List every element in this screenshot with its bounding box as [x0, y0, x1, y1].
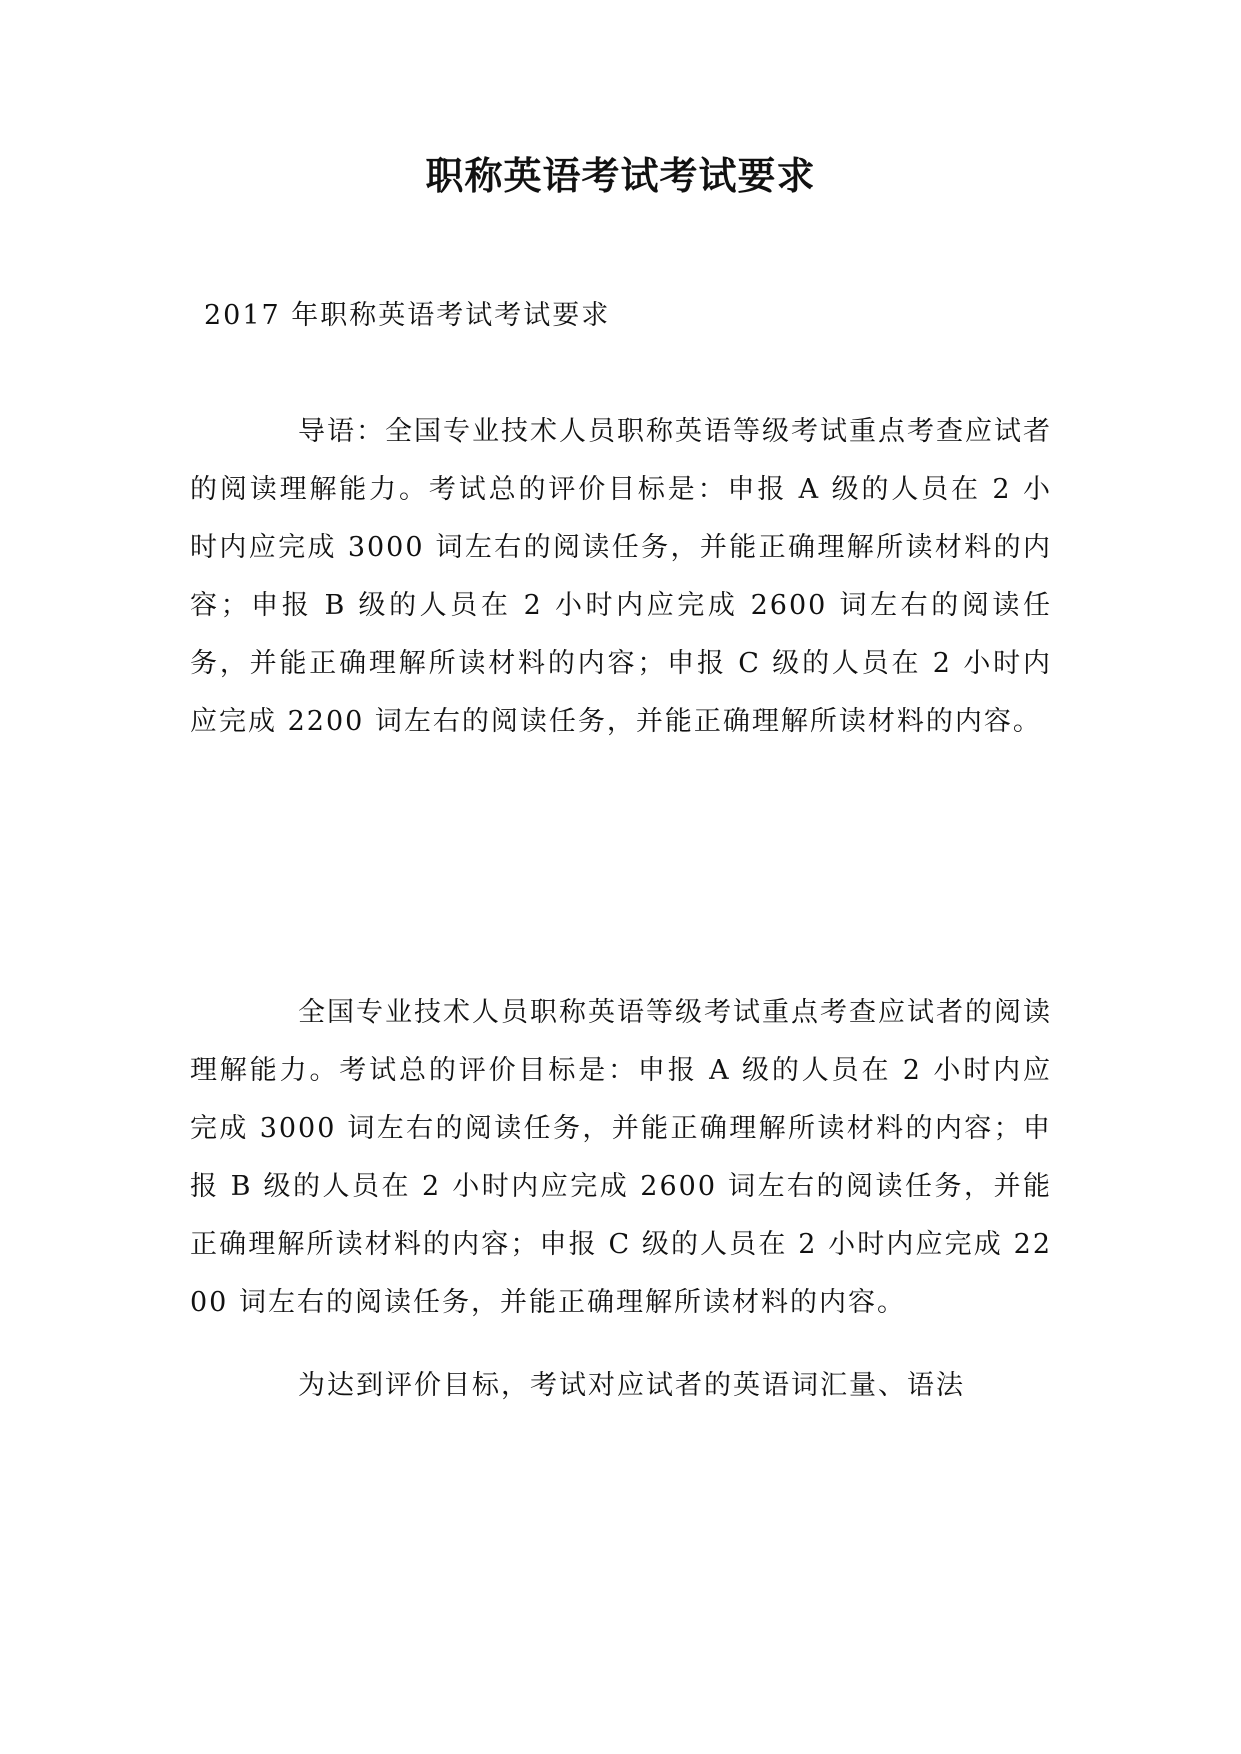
- document-subtitle: 2017 年职称英语考试考试要求: [204, 300, 611, 331]
- paragraph-body: 全国专业技术人员职称英语等级考试重点考查应试者的阅读理解能力。考试总的评价目标是：申报 A 级的人员在 2 小时内应完成 3000 词左右的阅读任务，并能正确理解所读材料的内容；申报 B 级的人员在 2 小时内应完成 2600 词左右的阅读任务，并能正确理解所读材料的内容；申报 C 级的人员在 2 小时内应完成 2200 词左右的阅读任务，并能正确理解所读材料的内容。: [190, 997, 1052, 1318]
- document-title: 职称英语考试考试要求: [425, 153, 816, 198]
- paragraph-intro: 导语：全国专业技术人员职称英语等级考试重点考查应试者的阅读理解能力。考试总的评价目标是：申报 A 级的人员在 2 小时内应完成 3000 词左右的阅读任务，并能正确理解所读材料的内容；申报 B 级的人员在 2 小时内应完成 2600 词左右的阅读任务，并能正确理解所读材料的内容；申报 C 级的人员在 2 小时内应完成 2200 词左右的阅读任务，并能正确理解所读材料的内容。: [190, 416, 1052, 737]
- paragraph-continuation: 为达到评价目标，考试对应试者的英语词汇量、语法: [298, 1370, 965, 1401]
